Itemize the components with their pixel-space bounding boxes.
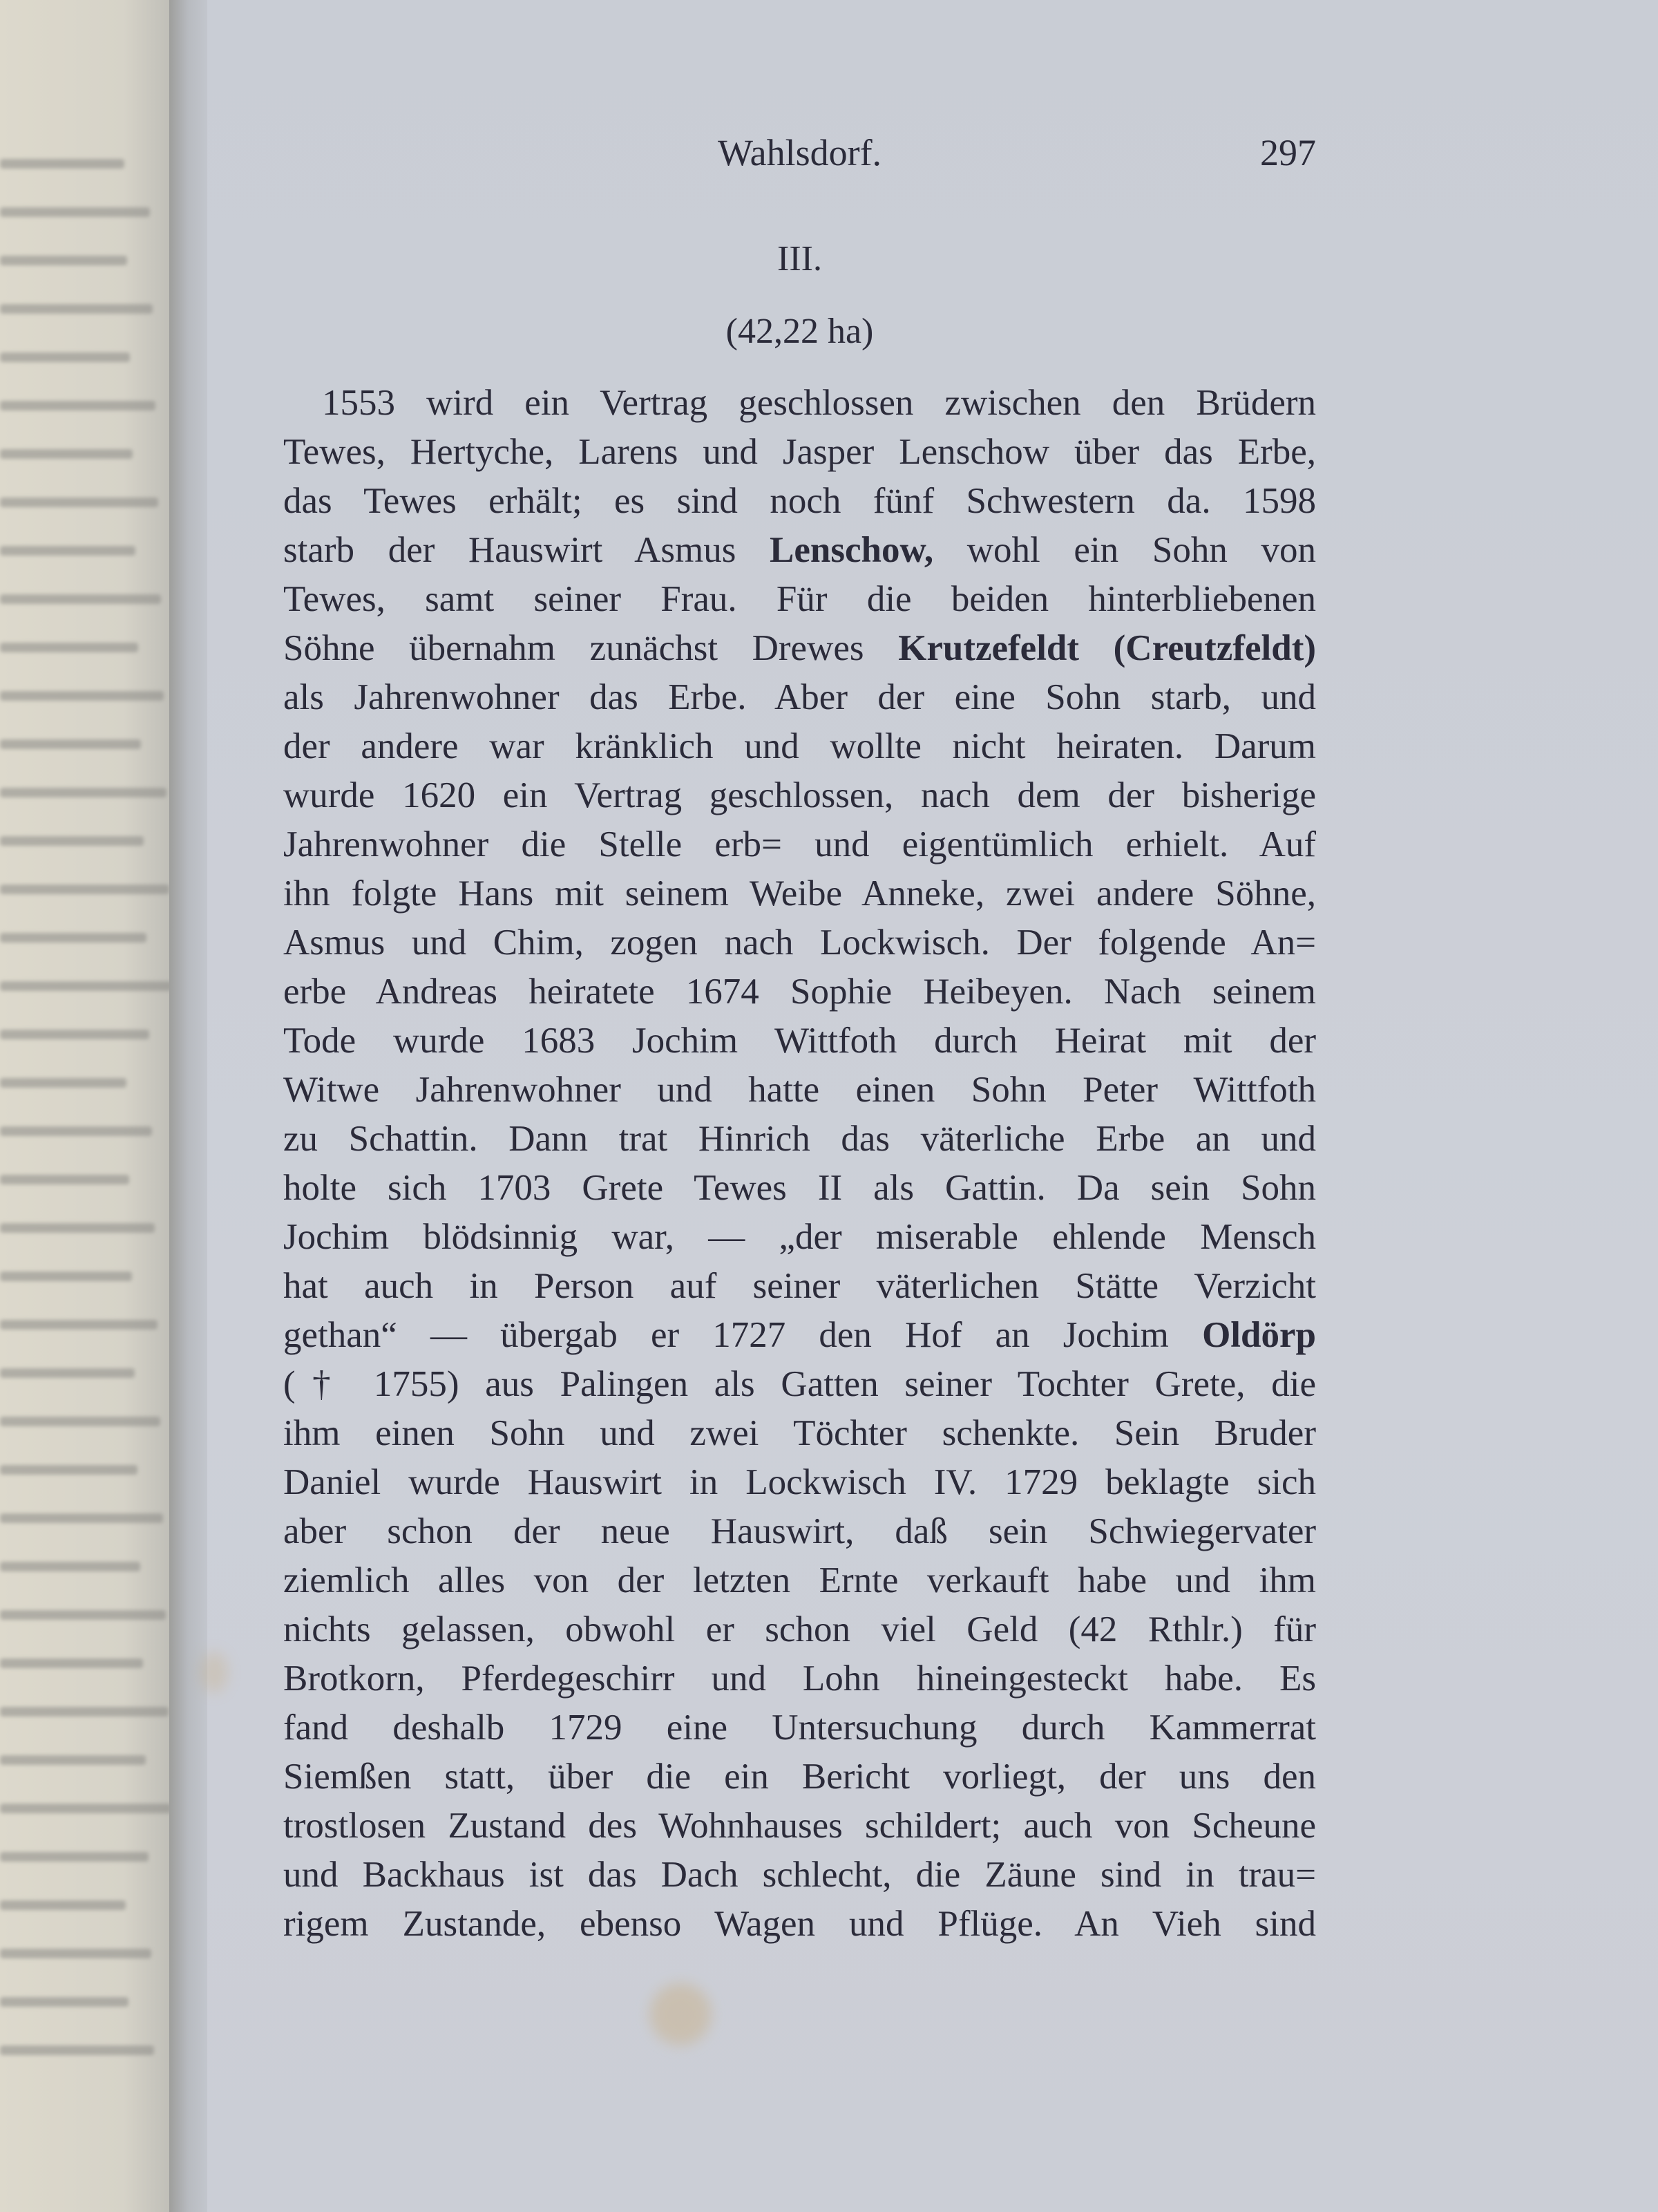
facing-page-text-blur xyxy=(0,594,161,604)
paper-stain xyxy=(200,1652,228,1693)
facing-page-text-blur xyxy=(0,1513,163,1523)
text-line xyxy=(283,1654,1316,1703)
text-segment: erbe Andreas heiratete 1674 Sophie Heibeyen. Nach seinem xyxy=(283,972,1316,1012)
facing-page-text-blur xyxy=(0,546,135,556)
facing-page-text-blur xyxy=(0,1320,158,1330)
text-line xyxy=(283,1115,1316,1164)
text-segment: rigem Zustande, ebenso Wagen und Pflüge. An Vieh sind xyxy=(283,1904,1316,1944)
running-head xyxy=(283,131,1316,180)
facing-page-text-blur xyxy=(0,739,141,749)
text-segment: wohl ein Sohn von xyxy=(933,530,1316,570)
text-line xyxy=(283,820,1316,869)
facing-page-text-blur xyxy=(0,1997,128,2007)
section-area: (42,22 ha) xyxy=(725,312,874,351)
text-line xyxy=(283,477,1316,526)
text-line xyxy=(283,1458,1316,1507)
text-line xyxy=(283,967,1316,1017)
text-line xyxy=(283,1507,1316,1556)
text-line xyxy=(283,1360,1316,1409)
text-line xyxy=(283,1409,1316,1458)
facing-page-text-blur xyxy=(0,933,146,943)
paper-stain xyxy=(649,1983,712,2045)
text-segment: Tewes, samt seiner Frau. Für die beiden hinterbliebenen xyxy=(283,579,1316,619)
text-segment: ihm einen Sohn und zwei Töchter schenkte. Sein Bruder xyxy=(283,1413,1316,1453)
facing-page-text-blur xyxy=(0,1417,160,1426)
text-segment: trostlosen Zustand des Wohnhauses schildert; auch von Scheune xyxy=(283,1806,1316,1846)
body-text xyxy=(283,379,1316,1949)
facing-page-text-blur xyxy=(0,1562,140,1571)
text-segment: aber schon der neue Hauswirt, daß sein Schwiegervater xyxy=(283,1511,1316,1551)
text-line xyxy=(283,1066,1316,1115)
text-segment: Jahrenwohner die Stelle erb= und eigentümlich erhielt. Auf xyxy=(283,824,1316,864)
text-line xyxy=(283,624,1316,673)
facing-page-text-blur xyxy=(0,1368,135,1378)
facing-page-text-blur xyxy=(0,1175,129,1184)
text-segment: Tewes, Hertyche, Larens und Jasper Lenschow über das Erbe, xyxy=(283,432,1316,472)
bold-name: Krutzefeldt (Creutzfeldt) xyxy=(898,628,1316,668)
text-line xyxy=(283,869,1316,918)
text-segment: starb der Hauswirt Asmus xyxy=(283,530,770,570)
text-segment: Asmus und Chim, zogen nach Lockwisch. Der folgende An= xyxy=(283,923,1316,963)
facing-page-text-blur xyxy=(0,691,164,701)
facing-page-text-blur xyxy=(0,498,158,507)
facing-page-text-blur xyxy=(0,885,169,894)
text-segment: Siemßen statt, über die ein Bericht vorliegt, der uns den xyxy=(283,1757,1316,1797)
facing-page-text-blur xyxy=(0,1126,152,1136)
text-line xyxy=(283,673,1316,722)
text-segment: 1553 wird ein Vertrag geschlossen zwischen den Brüdern xyxy=(322,383,1316,423)
text-segment: der andere war kränklich und wollte nicht heiraten. Darum xyxy=(283,726,1316,766)
facing-page-text-blur xyxy=(0,1900,126,1910)
text-line xyxy=(283,1802,1316,1851)
facing-page-text-blur xyxy=(0,1465,137,1475)
facing-page-text-blur xyxy=(0,1078,126,1088)
text-segment: ihn folgte Hans mit seinem Weibe Anneke, zwei andere Söhne, xyxy=(283,873,1316,914)
facing-page-text-blur xyxy=(0,207,150,217)
facing-page-text-blur xyxy=(0,643,138,652)
facing-page-text-blur xyxy=(0,981,172,991)
text-segment: nichts gelassen, obwohl er schon viel Geld (42 Rthlr.) für xyxy=(283,1609,1316,1649)
page-number: 297 xyxy=(1260,132,1316,173)
facing-page-text-blur xyxy=(0,1804,171,1813)
facing-page-text-blur xyxy=(0,1610,166,1620)
text-line xyxy=(283,1262,1316,1311)
facing-page-text-blur xyxy=(0,1755,146,1765)
facing-page-text-blur xyxy=(0,1223,155,1233)
text-segment: († 1755) aus Palingen als Gatten seiner Tochter Grete, die xyxy=(283,1364,1316,1404)
bold-name: Lenschow, xyxy=(770,530,934,570)
facing-page-text-blur xyxy=(0,836,144,846)
text-line xyxy=(283,1213,1316,1262)
text-line xyxy=(283,428,1316,477)
text-line xyxy=(283,1017,1316,1066)
facing-page-text-blur xyxy=(0,1707,169,1717)
text-segment: Söhne übernahm zunächst Drewes xyxy=(283,628,899,668)
facing-page-text-blur xyxy=(0,304,153,314)
facing-page-text-blur xyxy=(0,352,130,362)
text-segment: ziemlich alles von der letzten Ernte verkauft habe und ihm xyxy=(283,1560,1316,1600)
text-line xyxy=(283,1605,1316,1654)
text-segment: fand deshalb 1729 eine Untersuchung durch Kammerrat xyxy=(283,1708,1316,1748)
text-segment: Jochim blödsinnig war, — „der miserable ehlende Mensch xyxy=(283,1217,1316,1257)
facing-page-text-blur xyxy=(0,401,155,410)
text-segment: Brotkorn, Pferdegeschirr und Lohn hineingesteckt habe. Es xyxy=(283,1658,1316,1699)
text-line xyxy=(283,918,1316,967)
running-title: Wahlsdorf. xyxy=(717,132,882,173)
text-segment: und Backhaus ist das Dach schlecht, die Zäune sind in trau= xyxy=(283,1855,1316,1895)
text-line xyxy=(283,771,1316,820)
text-line xyxy=(283,1164,1316,1213)
text-segment: Tode wurde 1683 Jochim Wittfoth durch Heirat mit der xyxy=(283,1021,1316,1061)
text-segment: zu Schattin. Dann trat Hinrich das väterliche Erbe an und xyxy=(283,1119,1316,1159)
facing-page-text-blur xyxy=(0,1658,143,1668)
facing-page-text-blur xyxy=(0,1030,149,1039)
facing-page-text-blur xyxy=(0,1852,149,1862)
facing-page-text-blur xyxy=(0,449,133,459)
text-line xyxy=(283,1311,1316,1360)
text-line xyxy=(283,379,1316,428)
text-line xyxy=(283,526,1316,575)
text-line xyxy=(283,1752,1316,1802)
facing-page-text-blur xyxy=(0,159,124,169)
facing-page xyxy=(0,0,176,2212)
facing-page-text-blur xyxy=(0,1949,151,1958)
facing-page-text-blur xyxy=(0,788,166,797)
text-line xyxy=(283,1851,1316,1900)
text-segment: Witwe Jahrenwohner und hatte einen Sohn Peter Wittfoth xyxy=(283,1070,1316,1110)
text-segment: als Jahrenwohner das Erbe. Aber der eine Sohn starb, und xyxy=(283,677,1316,717)
text-segment: das Tewes erhält; es sind noch fünf Schwestern da. 1598 xyxy=(283,481,1316,521)
text-segment: gethan“ — übergab er 1727 den Hof an Jochim xyxy=(283,1315,1203,1355)
facing-page-text-blur xyxy=(0,2045,154,2055)
bold-name: Oldörp xyxy=(1202,1315,1316,1355)
text-segment: wurde 1620 ein Vertrag geschlossen, nach dem der bisherige xyxy=(283,775,1316,815)
text-line xyxy=(283,575,1316,624)
facing-page-text-blur xyxy=(0,1272,132,1281)
section-number: III. xyxy=(777,239,822,278)
text-segment: hat auch in Person auf seiner väterlichen Stätte Verzicht xyxy=(283,1266,1316,1306)
text-segment: holte sich 1703 Grete Tewes II als Gattin. Da sein Sohn xyxy=(283,1168,1316,1208)
text-line xyxy=(283,1900,1316,1949)
text-line xyxy=(283,1703,1316,1752)
text-line xyxy=(283,722,1316,771)
text-segment: Daniel wurde Hauswirt in Lockwisch IV. 1729 beklagte sich xyxy=(283,1462,1316,1502)
text-line xyxy=(283,1556,1316,1605)
facing-page-text-blur xyxy=(0,256,127,265)
